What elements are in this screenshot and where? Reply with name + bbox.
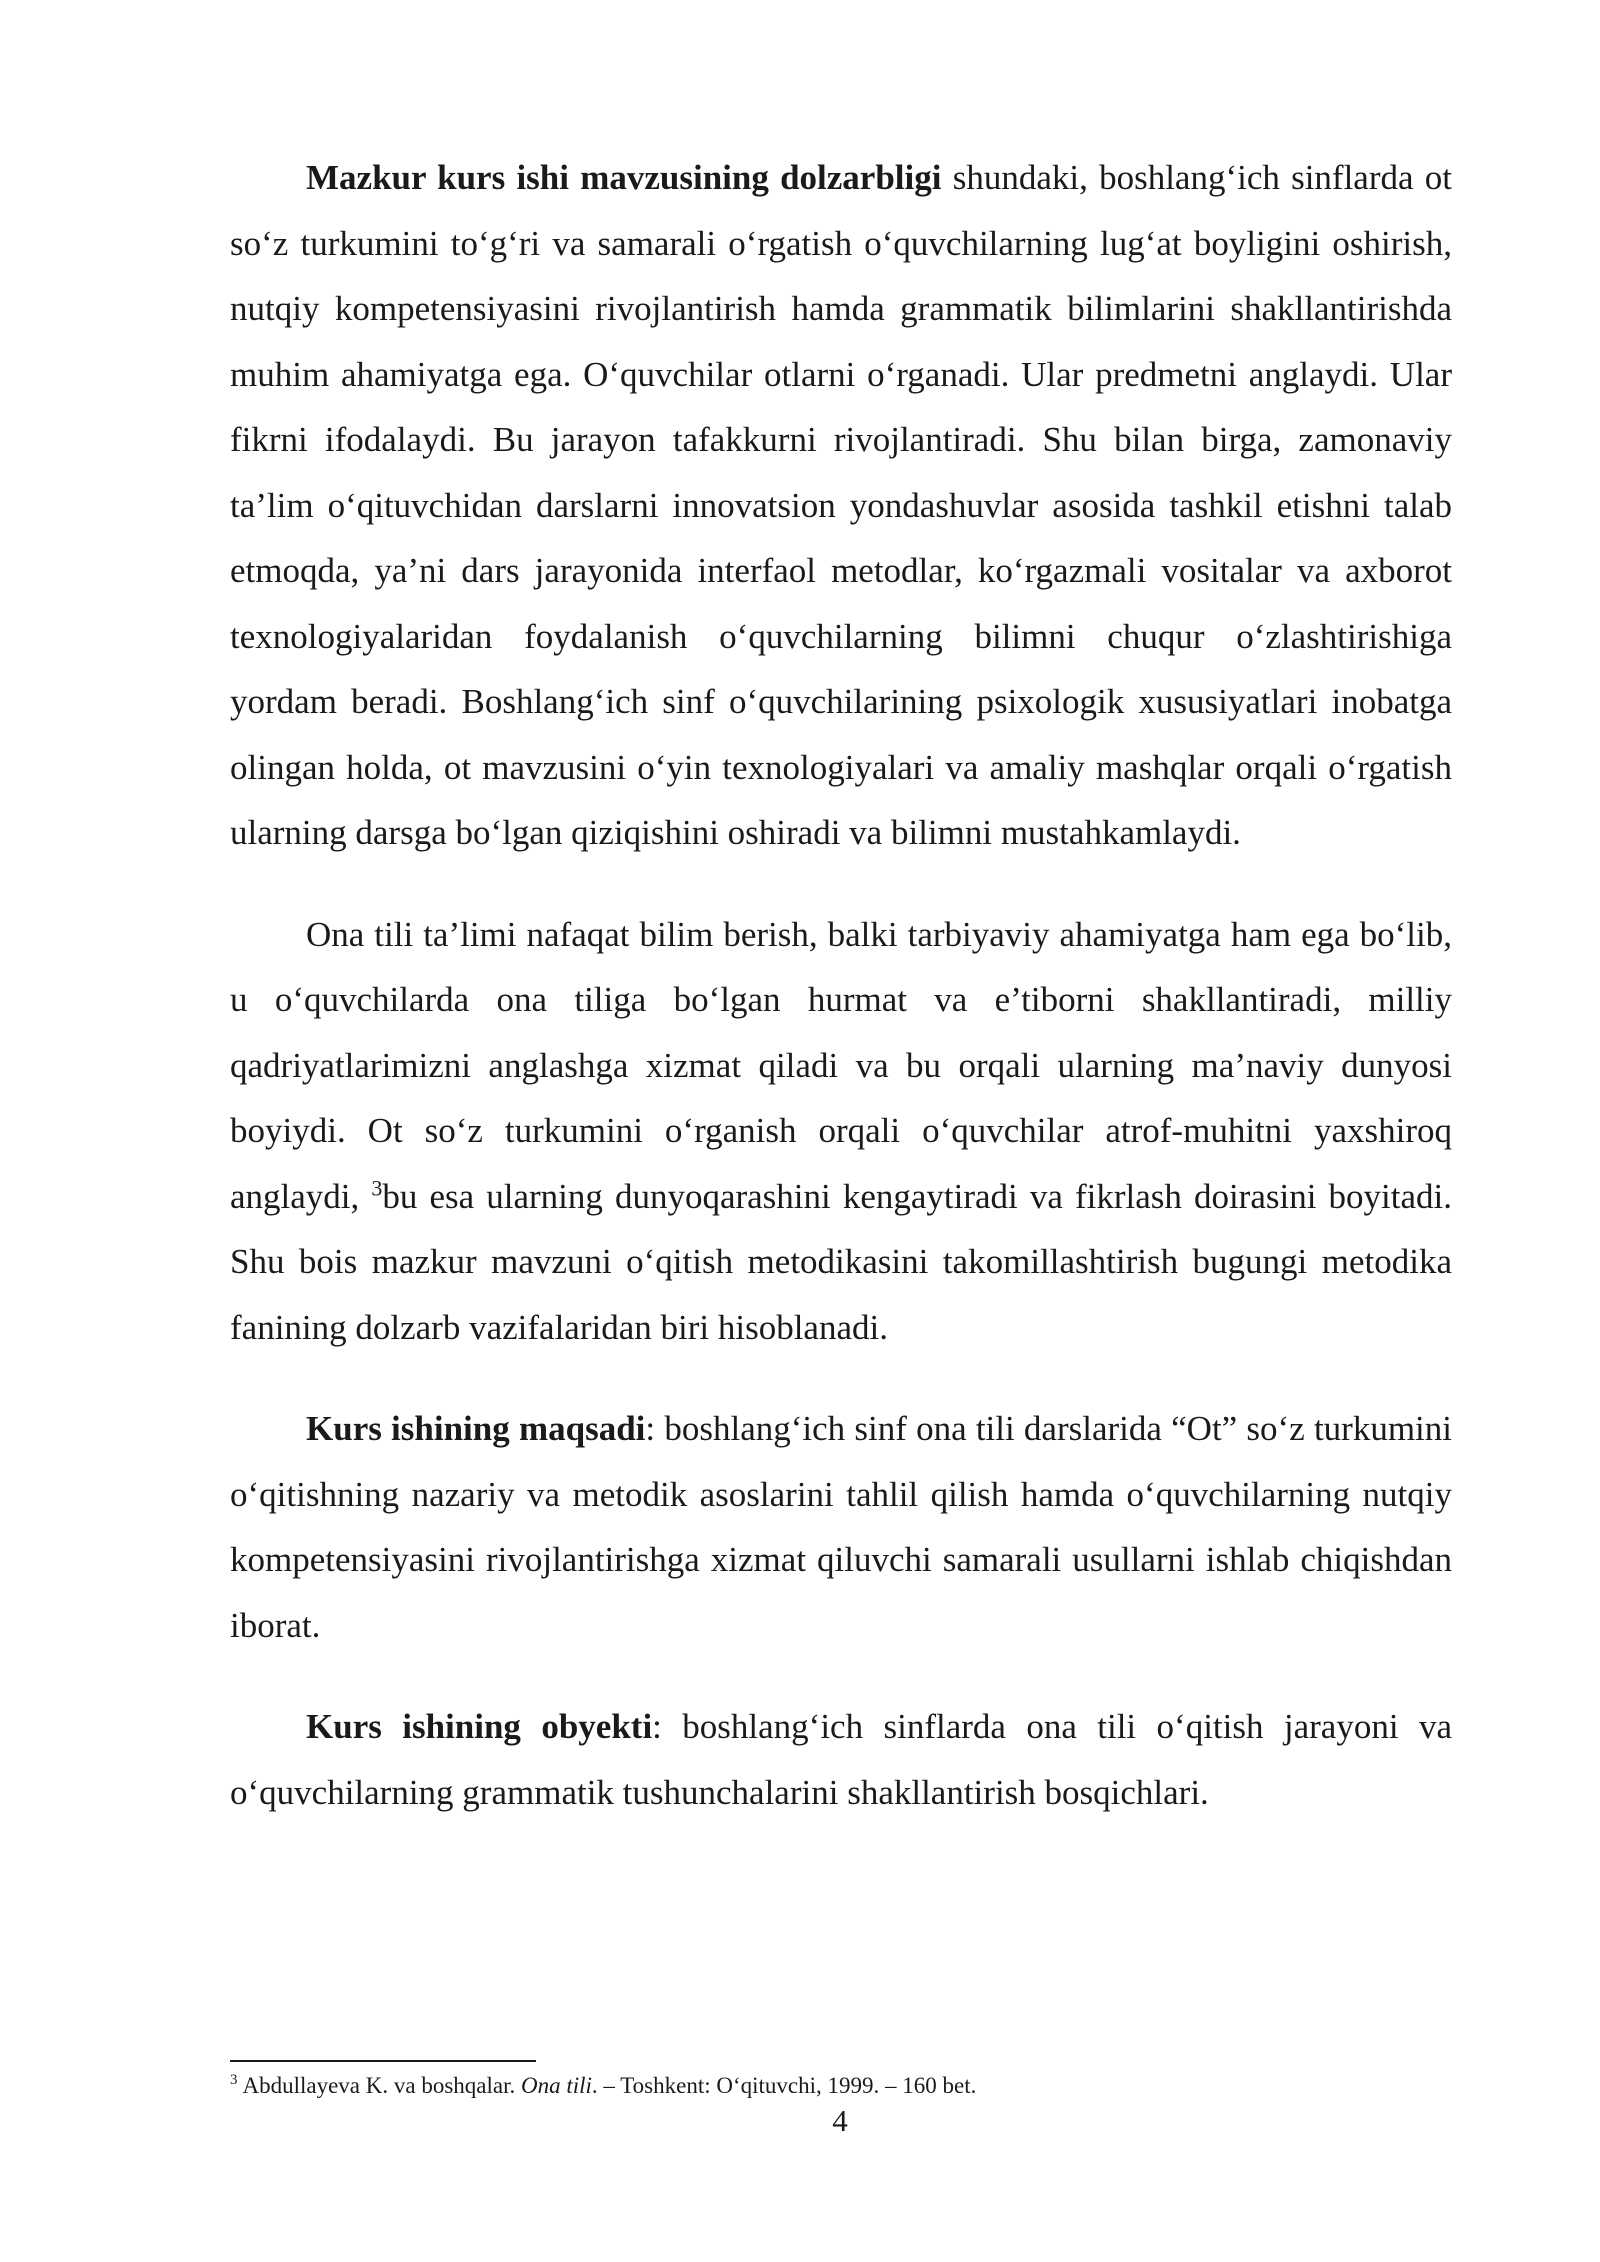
main-text [230, 145, 1452, 1825]
native-language-text-start: Ona tili ta’limi nafaqat bilim berish, balki tarbiyaviy ahamiyatga ham ega bo‘lib, u o‘quvchilarda ona tiliga bo‘lgan hurmat va e’tiborni shakllantiradi, milliy qadriyatlarimizni anglashga xizmat qiladi va bu orqali ularning ma’naviy dunyosi boyiydi. Ot so‘z turkumini o‘rganish orqali o‘quvchilar atrof-muhitni yaxshiroq anglaydi, [230, 914, 1452, 1216]
footnote-reference[interactable]: 3 [371, 1174, 383, 1200]
footnote-number: 3 [230, 2072, 238, 2089]
relevance-text: shundaki, boshlang‘ich sinflarda ot so‘z turkumini to‘g‘ri va samarali o‘rgatish o‘quvchilarning lug‘at boyligini oshirish, nutqiy kompetensiyasini rivojlantirish hamda grammatik bilimlarini shakllantirishda muhim ahamiyatga ega. O‘quvchilar otlarni o‘rganadi. Ular predmetni anglaydi. Ular fikrni ifodalaydi. Bu jarayon tafakkurni rivojlantiradi. Shu bilan birga, zamonaviy ta’lim o‘qituvchidan darslarni innovatsion yondashuvlar asosida tashkil etishni talab etmoqda, ya’ni dars jarayonida interfaol metodlar, ko‘rgazmali vositalar va axborot texnologiyalaridan foydalanish o‘quvchilarning bilimni chuqur o‘zlashtirishiga yordam beradi. Boshlang‘ich sinf o‘quvchilarining psixologik xususiyatlari inobatga olingan holda, ot mavzusini o‘yin texnologiyalari va amaliy mashqlar orqali o‘rgatish ularning darsga bo‘lgan qiziqishini oshiradi va bilimni mustahkamlaydi. [230, 158, 1452, 852]
paragraph-relevance [230, 145, 1452, 866]
footnote-separator [230, 2060, 536, 2062]
paragraph-native-language [230, 902, 1452, 1361]
footnote [230, 2071, 1452, 2101]
footnote-title: Ona tili [520, 2073, 592, 2098]
object-text: : boshlang‘ich sinflarda ona tili o‘qitish jarayoni va o‘quvchilarning grammatik tushunchalarini shakllantirish bosqichlari. [230, 1707, 1452, 1812]
paragraph-goal [230, 1396, 1452, 1658]
footnote-text-start: Abdullayeva K. va boshqalar. [242, 2073, 521, 2098]
native-language-text-end: bu esa ularning dunyoqarashini kengaytiradi va fikrlash doirasini boyitadi. Shu bois mazkur mavzuni o‘qitish metodikasini takomillashtirish bugungi metodika fanining dolzarb vazifalaridan biri hisoblanadi. [230, 1176, 1452, 1347]
goal-heading: Kurs ishining maqsadi [306, 1409, 646, 1448]
page-number: 4 [832, 2103, 848, 2138]
footnote-text-end: . – Toshkent: O‘qituvchi, 1999. – 160 bet. [591, 2073, 977, 2098]
relevance-heading: Mazkur kurs ishi mavzusining dolzarbligi [306, 158, 942, 197]
object-heading: Kurs ishining obyekti [306, 1707, 653, 1746]
paragraph-object [230, 1694, 1452, 1825]
goal-text: : boshlang‘ich sinf ona tili darslarida “Ot” so‘z turkumini o‘qitishning nazariy va metodik asoslarini tahlil qilish hamda o‘quvchilarning nutqiy kompetensiyasini rivojlantirishga xizmat qiluvchi samarali usullarni ishlab chiqishdan iborat. [230, 1409, 1452, 1645]
